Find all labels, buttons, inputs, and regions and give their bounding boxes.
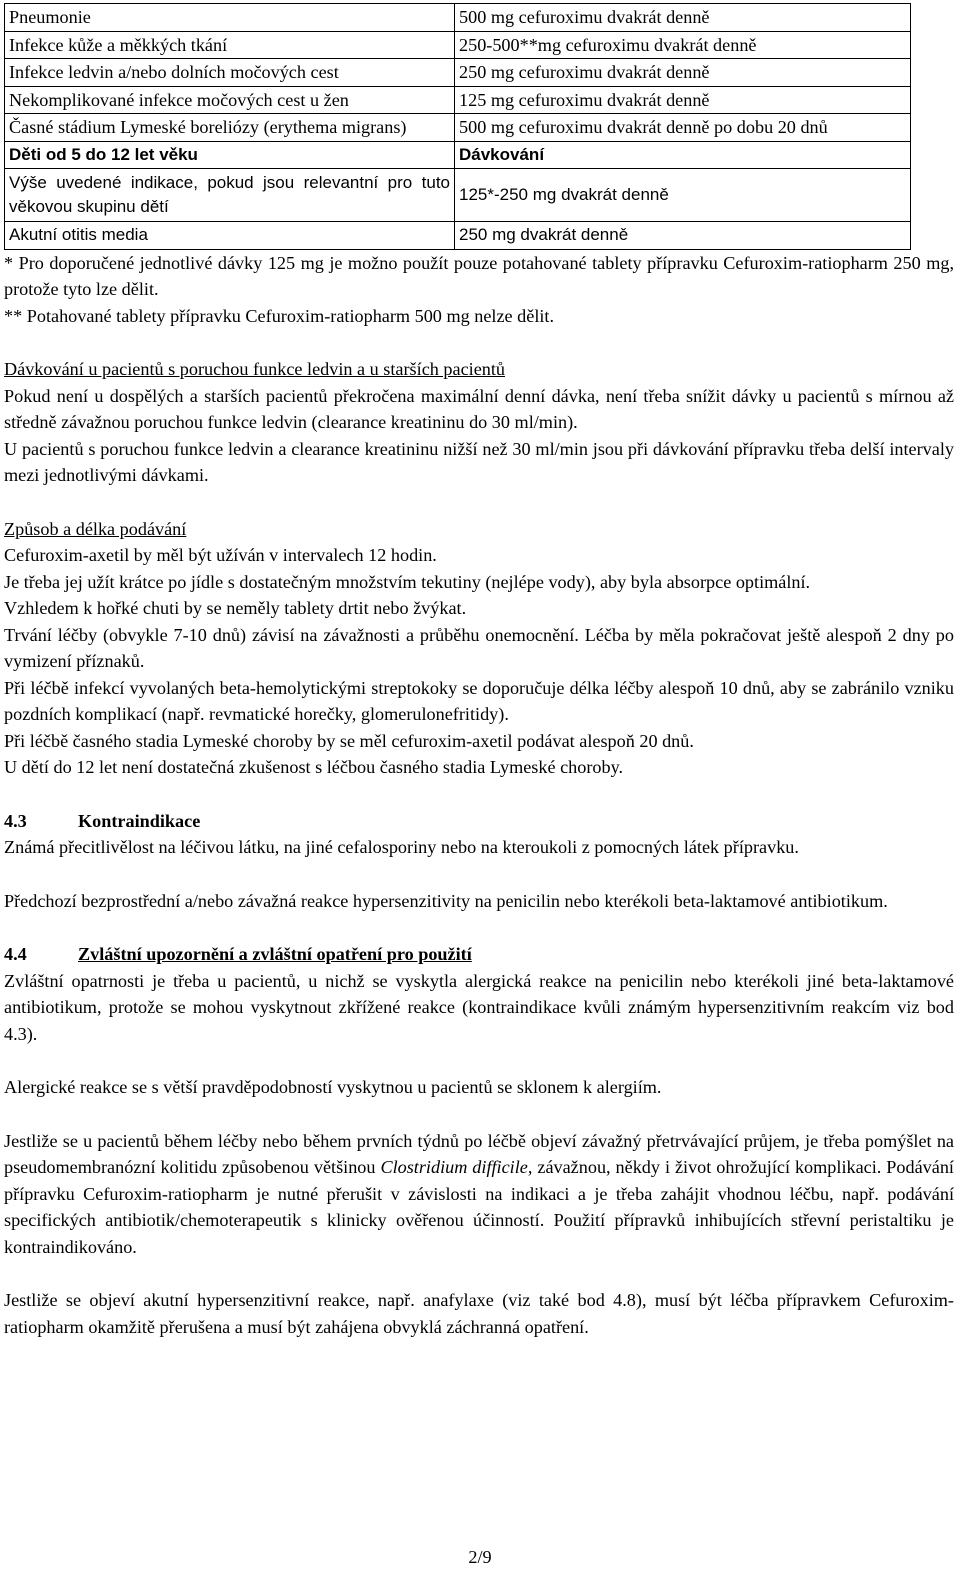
italic-organism-name: Clostridium difficile, (380, 1157, 533, 1177)
children-header-right: Dávkování (455, 141, 911, 169)
administration-line: Cefuroxim-axetil by měl být užíván v intervalech 12 hodin. (4, 545, 437, 565)
contraindication-paragraph-1: Známá přecitlivělost na léčivou látku, na jiné cefalosporiny nebo na kteroukoli z pomocných látek přípravku. (4, 837, 799, 857)
paragraph-text: závažnou, někdy i život ohrožující komplikaci. Podávání přípravku Cefuroxim-ratiopharm je nutné přerušit v závislosti na indikaci a je třeba zahájit vhodnou léčbu, např. podávání specifických antibiotik/chemoterapeutik s klinicky ověřenou účinností. Použití přípravků inhibujících střevní peristaltiku je kontraindikováno. (4, 1157, 954, 1257)
table-row (5, 114, 911, 142)
dose-cell: 500 mg cefuroximu dvakrát denně po dobu 20 dnů (455, 114, 911, 142)
indication-cell: Výše uvedené indikace, pokud jsou relevantní pro tuto věkovou skupinu dětí (5, 169, 455, 222)
table-row (5, 31, 911, 59)
table-row (5, 169, 911, 222)
indication-cell: Nekomplikované infekce močových cest u žen (5, 86, 455, 114)
children-header-row (5, 141, 911, 169)
warnings-paragraph-1: Zvláštní opatrnosti je třeba u pacientů, u nichž se vyskytla alergická reakce na penicilin nebo kterékoli jiné beta-laktamové antibiotikum, protože se mohou vyskytnout zkřížené reakce (kontraindikace kvůli známým hypersenzitivním reakcím viz bod 4.3). (4, 970, 954, 1044)
warnings-paragraph-4: Jestliže se objeví akutní hypersenzitivní reakce, např. anafylaxe (viz také bod 4.8), musí být léčba přípravkem Cefuroxim-ratiopharm okamžitě přerušena a musí být zahájena obvyklá záchranná opatření. (4, 1290, 954, 1337)
indication-cell: Infekce ledvin a/nebo dolních močových cest (5, 59, 455, 87)
dose-cell: 250-500**mg cefuroximu dvakrát denně (455, 31, 911, 59)
dose-cell: 125 mg cefuroximu dvakrát denně (455, 86, 911, 114)
table-row (5, 4, 911, 32)
dose-cell: 125*-250 mg dvakrát denně (455, 169, 911, 222)
dose-cell: 250 mg cefuroximu dvakrát denně (455, 59, 911, 87)
table-row (5, 59, 911, 87)
children-header-left: Děti od 5 do 12 let věku (5, 141, 455, 169)
renal-heading: Dávkování u pacientů s poruchou funkce ledvin a u starších pacientů (4, 359, 506, 379)
renal-paragraph-1: Pokud není u dospělých a starších pacientů překročena maximální denní dávka, není třeba snížit dávky u pacientů s mírnou až středně závažnou poruchou funkce ledvin (clearance kreatininu do 30 ml/min). (4, 385, 954, 432)
table-row (5, 86, 911, 114)
indication-cell: Akutní otitis media (5, 222, 455, 250)
administration-line: Trvání léčby (obvykle 7-10 dnů) závisí na závažnosti a průběhu onemocnění. Léčba by měla pokračovat ještě alespoň 2 dny po vymizení příznaků. (4, 624, 954, 671)
administration-line: Při léčbě časného stadia Lymeské choroby by se měl cefuroxim-axetil podávat alespoň 20 dnů. (4, 730, 694, 751)
warnings-paragraph-2: Alergické reakce se s větší pravděpodobností vyskytnou u pacientů se sklonem k alergiím. (4, 1077, 662, 1097)
contraindication-paragraph-2: Předchozí bezprostřední a/nebo závažná reakce hypersenzitivity na penicilin nebo kterékoli beta-laktamové antibiotikum. (4, 890, 888, 911)
section-4-4-heading (4, 941, 954, 968)
section-title: Zvláštní upozornění a zvláštní opatření pro použití (78, 944, 472, 964)
section-number: 4.3 (4, 810, 27, 831)
dosage-table (4, 3, 911, 250)
document-page (4, 3, 954, 1340)
paragraph-text: Jestliže se u pacientů během léčby nebo během prvních týdnů po léčbě objeví závažný přetrvávající průjem, je třeba pomýšlet na pseudomembranózní kolitidu způsobenou většinou (4, 1130, 954, 1177)
indication-cell: Pneumonie (5, 4, 455, 32)
footnote-double-star: ** Potahované tablety přípravku Cefuroxim-ratiopharm 500 mg nelze dělit. (4, 305, 555, 326)
indication-cell: Infekce kůže a měkkých tkání (5, 31, 455, 59)
section-4-3-heading (4, 808, 954, 835)
warnings-paragraph-3 (4, 1128, 954, 1261)
footnote-single-star: * Pro doporučené jednotlivé dávky 125 mg je možno použít pouze potahované tablety přípravku Cefuroxim-ratiopharm 250 mg, protože tyto lze dělit. (4, 252, 954, 299)
table-row (5, 222, 911, 250)
section-number: 4.4 (4, 944, 27, 964)
dose-cell: 500 mg cefuroximu dvakrát denně (455, 4, 911, 32)
page-number: 2/9 (468, 1547, 492, 1567)
section-title: Kontraindikace (78, 810, 201, 831)
administration-heading: Způsob a délka podávání (4, 518, 187, 539)
administration-line: Při léčbě infekcí vyvolaných beta-hemolytickými streptokoky se doporučuje délka léčby alespoň 10 dnů, aby se zabránilo vzniku pozdních komplikací (např. revmatické horečky, glomerulonefritidy). (4, 677, 954, 724)
renal-paragraph-2: U pacientů s poruchou funkce ledvin a clearance kreatininu nižší než 30 ml/min jsou při dávkování přípravku třeba delší intervaly mezi jednotlivými dávkami. (4, 438, 954, 485)
indication-cell: Časné stádium Lymeské boreliózy (erythema migrans) (5, 114, 455, 142)
administration-line: U dětí do 12 let není dostatečná zkušenost s léčbou časného stadia Lymeské choroby. (4, 757, 624, 777)
administration-line: Je třeba jej užít krátce po jídle s dostatečným množstvím tekutiny (nejlépe vody), aby byla absorpce optimální. (4, 571, 811, 592)
administration-line: Vzhledem k hořké chuti by se neměly tablety drtit nebo žvýkat. (4, 598, 467, 618)
dose-cell: 250 mg dvakrát denně (455, 222, 911, 250)
